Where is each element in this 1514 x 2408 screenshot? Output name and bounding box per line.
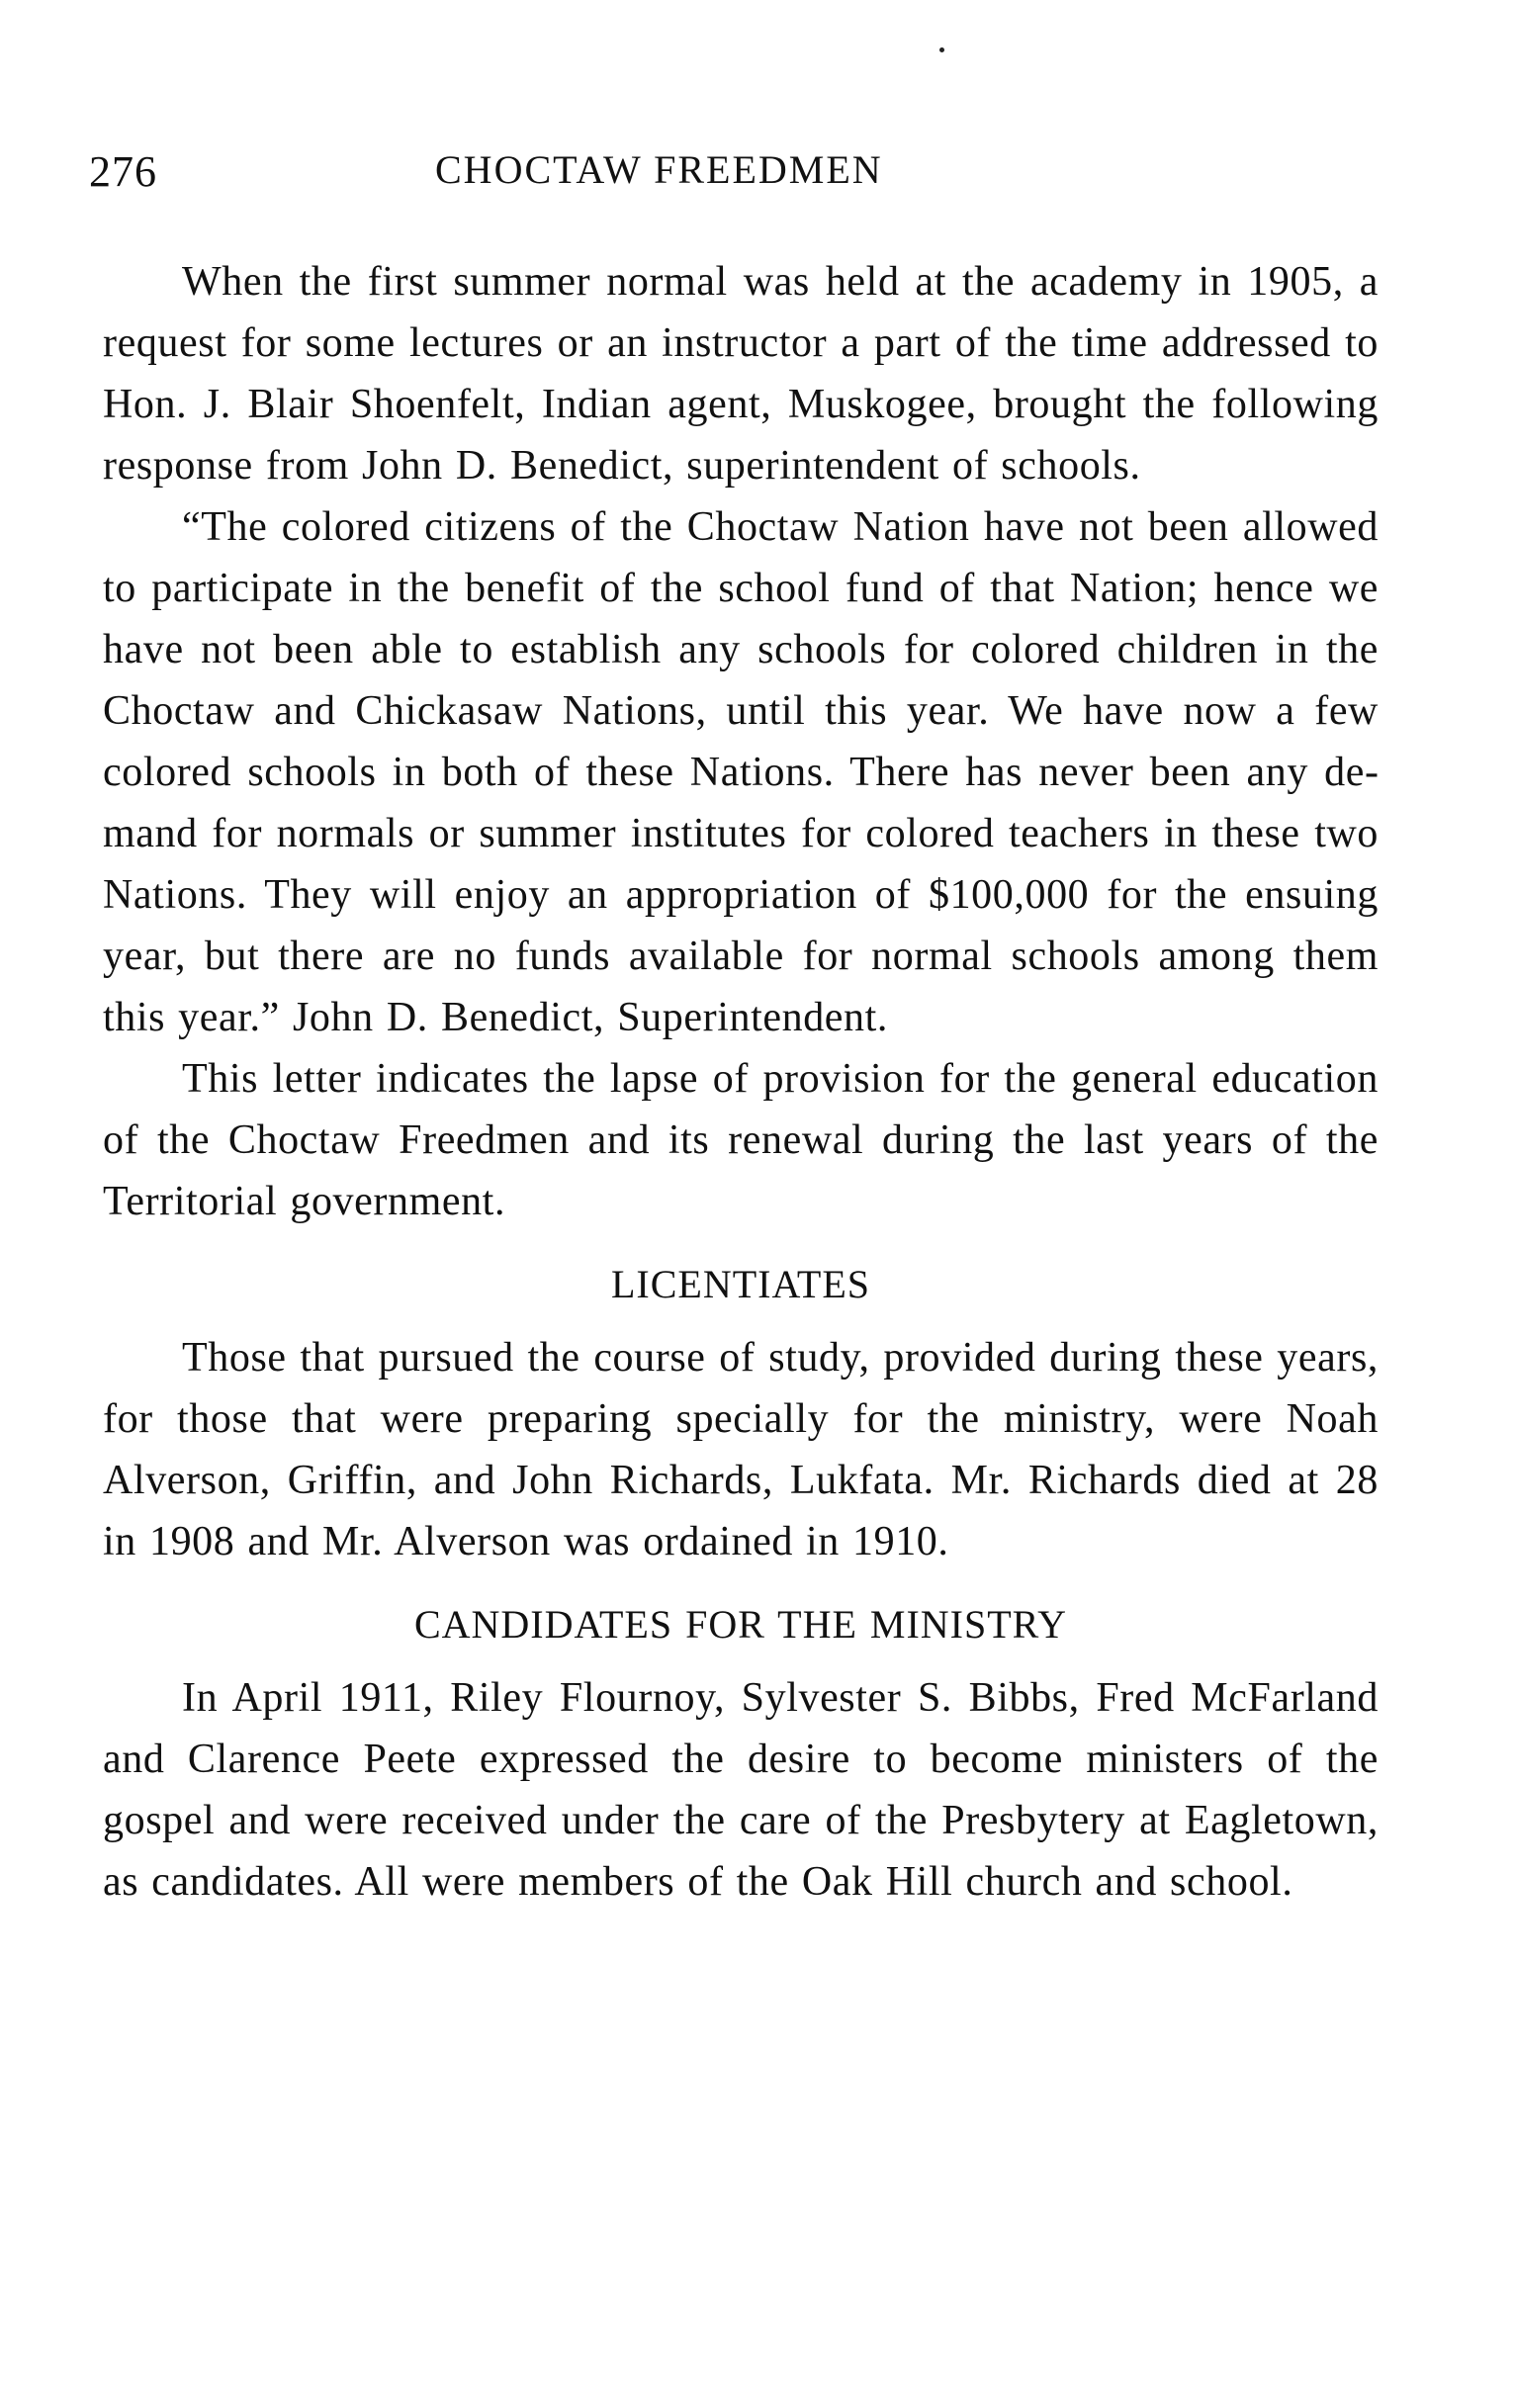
paragraph-letter-lapse: This letter indicates the lapse of provision for the general education of the Choctaw Freedmen and its renewal during the last years of the Territorial government. bbox=[103, 1056, 1379, 1224]
licentiates-paragraph: Those that pursued the course of study, provided during these years, for those that were preparing specially for the ministry, were Noah Alverson, Griffin, and John Richards, Lukfata. Mr. Richards died at 28 in 1908 and Mr. Alverson was ordained in 1910. bbox=[103, 1335, 1379, 1564]
page-header bbox=[89, 146, 1404, 206]
candidates-paragraph: In April 1911, Riley Flournoy, Sylvester S. Bibbs, Fred McFarland and Clarence Peete expressed the desire to become ministers of the gospel and were received under the care of the Presbytery at Eagletown, as candidates. All were members of the Oak Hill church and school. bbox=[103, 1675, 1379, 1905]
paragraph-first-summer-normal: When the first summer normal was held at the academy in 1905, a request for some lectures or an instructor a part of the time addressed to Hon. J. Blair Shoenfelt, Indian agent, Muskogee, brought the following response from John D. Benedict, superintendent of schools. bbox=[103, 259, 1379, 489]
page-body bbox=[103, 251, 1379, 1913]
paragraph-benedict-letter: “The colored citizens of the Choctaw Nation have not been allowed to participate in the benefit of the school fund of that Nation; hence we have not been able to establish any schools for colored children in the Choctaw and Chickasaw Nations, until this year. We have now a few colored schools in both of these Nations. There has never been any demand for normals or summer institutes for colored teachers in these two Nations. They will enjoy an appropriation of $100,000 for the ensuing year, but there are no funds available for normal schools among them this year.” John D. Benedict, Superintendent. bbox=[103, 504, 1379, 1040]
running-head: CHOCTAW FREEDMEN bbox=[435, 147, 883, 192]
licentiates-heading: LICENTIATES bbox=[610, 1262, 871, 1306]
page-number: 276 bbox=[89, 147, 157, 196]
candidates-heading: CANDIDATES FOR THE MINISTRY bbox=[413, 1602, 1068, 1647]
print-speck bbox=[939, 47, 944, 52]
